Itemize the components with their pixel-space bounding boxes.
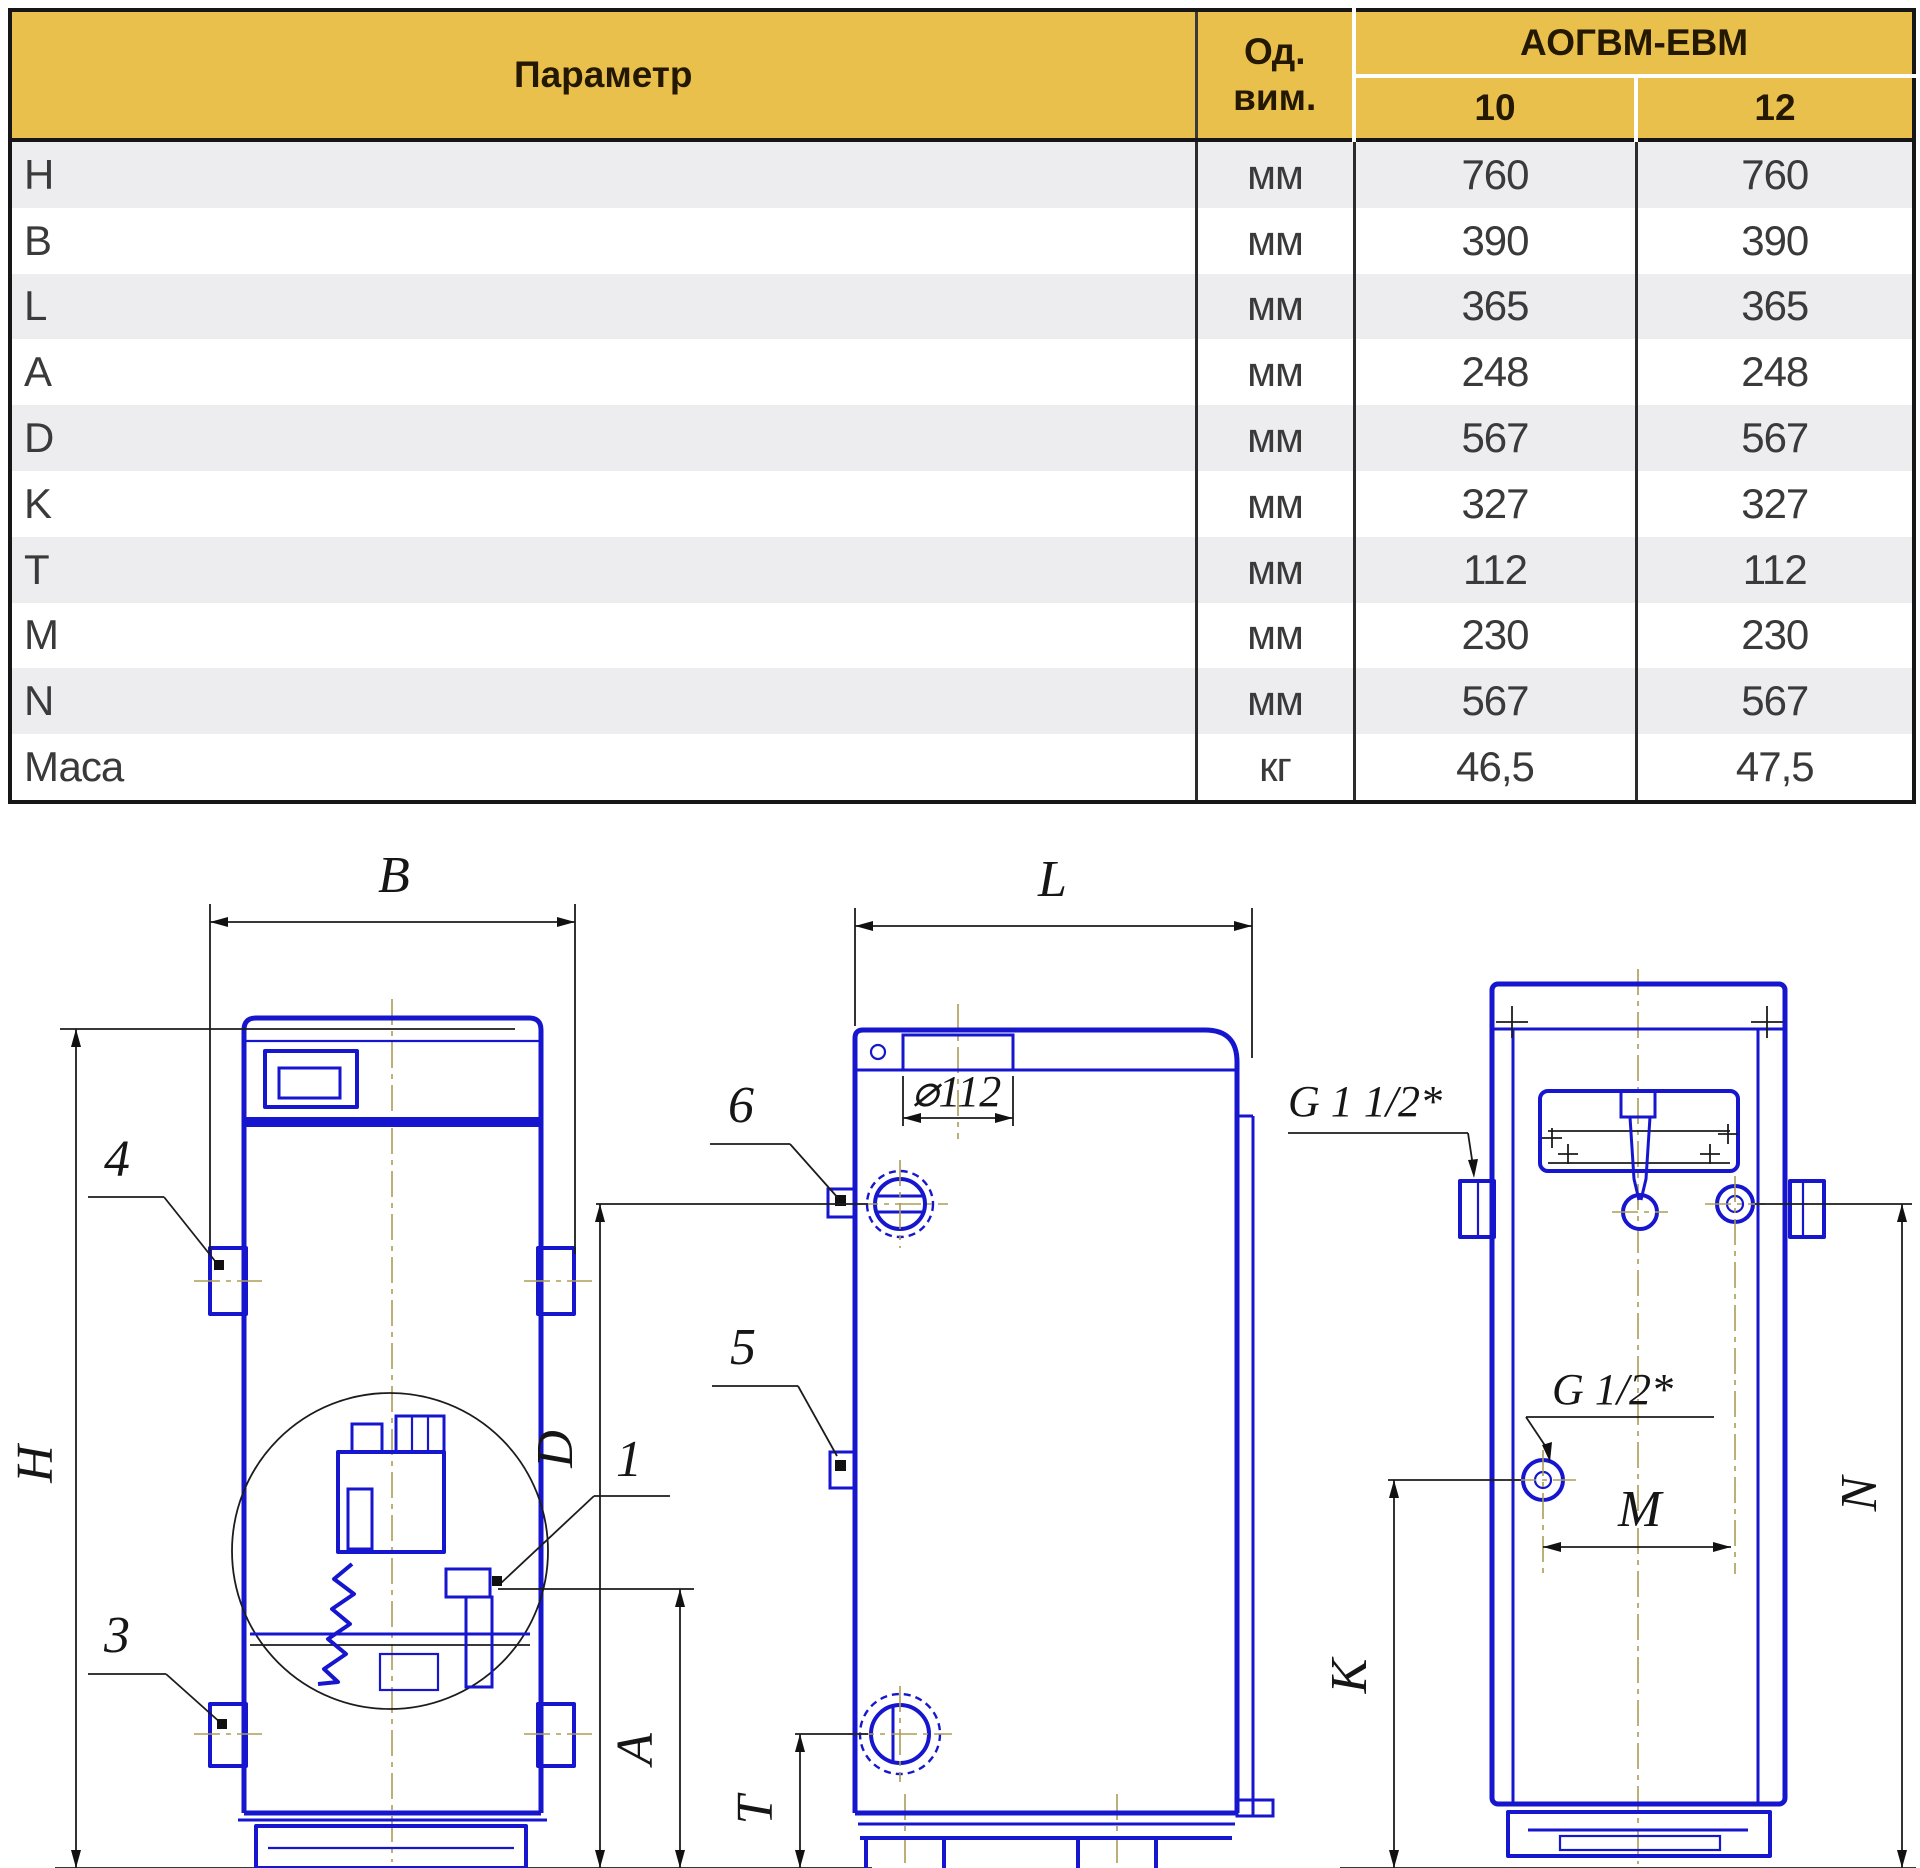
row-param: L bbox=[10, 274, 1196, 340]
row-value-10: 248 bbox=[1354, 339, 1636, 405]
row-param: B bbox=[10, 208, 1196, 274]
dimension-table bbox=[8, 8, 1916, 804]
row-param: D bbox=[10, 405, 1196, 471]
dim-label-H: H bbox=[7, 1445, 64, 1483]
table-row bbox=[10, 537, 1914, 603]
row-value-10: 567 bbox=[1354, 405, 1636, 471]
col-header-series: АОГВМ-ЕВМ bbox=[1354, 10, 1914, 76]
unit-line1: Од. bbox=[1243, 30, 1306, 72]
dim-label-K: K bbox=[1321, 1658, 1378, 1694]
row-value-10: 327 bbox=[1354, 471, 1636, 537]
table-row bbox=[10, 471, 1914, 537]
dim-label-D: D bbox=[527, 1430, 584, 1468]
row-param: H bbox=[10, 140, 1196, 208]
rear-view bbox=[1288, 969, 1916, 1868]
row-value-12: 248 bbox=[1636, 339, 1914, 405]
dim-label-T: T bbox=[727, 1795, 784, 1825]
row-value-12: 567 bbox=[1636, 668, 1914, 734]
table-row bbox=[10, 668, 1914, 734]
gas-valve-detail bbox=[250, 1416, 530, 1690]
row-value-12: 365 bbox=[1636, 274, 1914, 340]
table-row bbox=[10, 603, 1914, 669]
row-value-12: 567 bbox=[1636, 405, 1914, 471]
row-value-12: 112 bbox=[1636, 537, 1914, 603]
row-unit: мм bbox=[1196, 405, 1354, 471]
row-unit: мм bbox=[1196, 208, 1354, 274]
dim-label-M: M bbox=[1618, 1480, 1662, 1538]
dim-label-N: N bbox=[1831, 1476, 1888, 1512]
dim-label-L: L bbox=[1038, 850, 1067, 908]
row-param: Маса bbox=[10, 734, 1196, 802]
row-unit: мм bbox=[1196, 471, 1354, 537]
callout-5: 5 bbox=[730, 1318, 756, 1376]
row-value-12: 327 bbox=[1636, 471, 1914, 537]
table-header bbox=[10, 10, 1914, 140]
row-unit: кг bbox=[1196, 734, 1354, 802]
callout-6: 6 bbox=[728, 1076, 754, 1134]
row-param: M bbox=[10, 603, 1196, 669]
callout-3: 3 bbox=[104, 1606, 130, 1664]
table-row bbox=[10, 208, 1914, 274]
dim-label-A: A bbox=[607, 1733, 664, 1765]
row-value-12: 760 bbox=[1636, 140, 1914, 208]
row-param: K bbox=[10, 471, 1196, 537]
row-value-10: 112 bbox=[1354, 537, 1636, 603]
table-row bbox=[10, 339, 1914, 405]
dim-label-flue-diameter: ⌀112 bbox=[912, 1066, 1002, 1116]
row-unit: мм bbox=[1196, 274, 1354, 340]
col-header-unit bbox=[1196, 10, 1354, 140]
row-value-12: 390 bbox=[1636, 208, 1914, 274]
row-value-10: 230 bbox=[1354, 603, 1636, 669]
side-view bbox=[527, 851, 1273, 1868]
row-param: A bbox=[10, 339, 1196, 405]
table-row bbox=[10, 405, 1914, 471]
technical-drawing bbox=[0, 804, 1920, 1868]
callout-4: 4 bbox=[104, 1130, 130, 1188]
row-param: N bbox=[10, 668, 1196, 734]
row-unit: мм bbox=[1196, 140, 1354, 208]
row-param: T bbox=[10, 537, 1196, 603]
top-screws bbox=[1496, 1006, 1783, 1038]
row-value-12: 47,5 bbox=[1636, 734, 1914, 802]
row-value-10: 46,5 bbox=[1354, 734, 1636, 802]
row-unit: мм bbox=[1196, 339, 1354, 405]
table-row bbox=[10, 734, 1914, 802]
row-unit: мм bbox=[1196, 603, 1354, 669]
callout-1: 1 bbox=[616, 1430, 642, 1488]
row-value-10: 760 bbox=[1354, 140, 1636, 208]
row-unit: мм bbox=[1196, 537, 1354, 603]
row-value-10: 567 bbox=[1354, 668, 1636, 734]
col-header-parameter: Параметр bbox=[10, 10, 1196, 140]
col-header-model-12: 12 bbox=[1636, 76, 1914, 140]
table-row bbox=[10, 140, 1914, 208]
row-value-10: 390 bbox=[1354, 208, 1636, 274]
spec-table-body bbox=[10, 140, 1914, 802]
unit-line2: вим. bbox=[1233, 77, 1317, 118]
col-header-model-10: 10 bbox=[1354, 76, 1636, 140]
row-value-12: 230 bbox=[1636, 603, 1914, 669]
row-unit: мм bbox=[1196, 668, 1354, 734]
dim-label-B: B bbox=[378, 846, 410, 904]
mounting-bracket bbox=[1540, 1091, 1738, 1229]
table-row bbox=[10, 274, 1914, 340]
thread-label-main: G 1 1/2* bbox=[1288, 1076, 1442, 1126]
row-value-10: 365 bbox=[1354, 274, 1636, 340]
thread-label-small: G 1/2* bbox=[1552, 1364, 1673, 1414]
